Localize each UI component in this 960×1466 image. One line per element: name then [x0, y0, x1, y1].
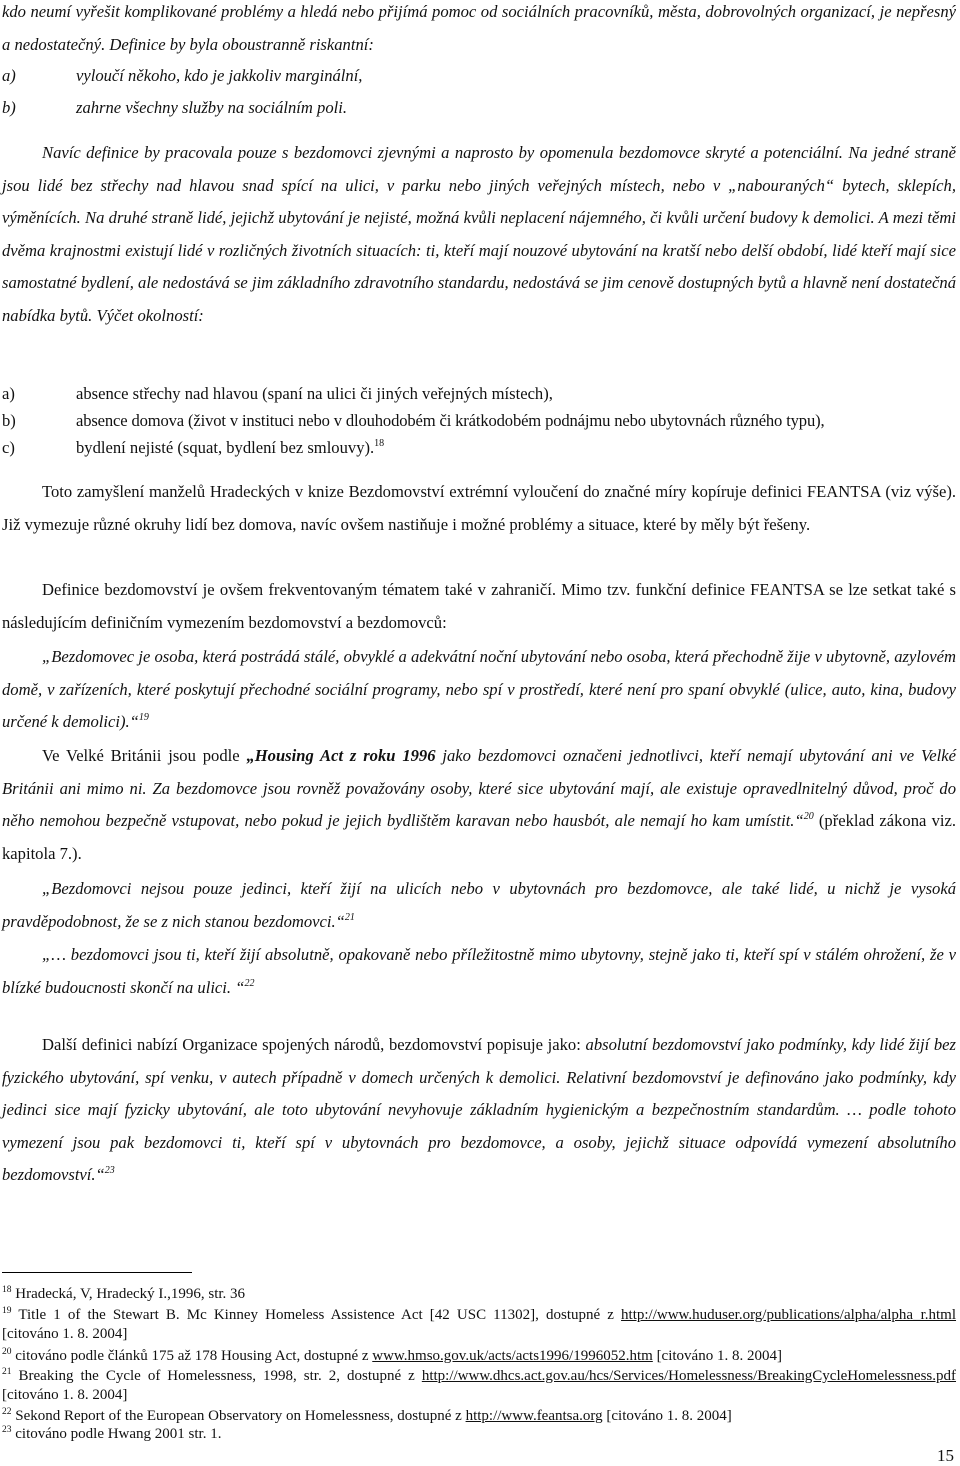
quote-text: „Bezdomovec je osoba, která postrádá stálé, obvyklé a adekvátní noční ubytování nebo osoba, která přechodně žije v ubytovně, azylovém domě, v zařízeních, které poskytují přechodné sociální programy, nebo spí v prostředí, které není pro spaní obvyklé (ulice, auto, kina, budovy určené k demolici).“	[2, 647, 956, 731]
footnote-number: 21	[2, 1367, 12, 1377]
list-label: c)	[2, 438, 15, 457]
footnote-23	[2, 1425, 956, 1444]
quote-definition-2	[2, 873, 956, 938]
list-label: a)	[2, 66, 16, 85]
footnote-citation-date: [citováno 1. 8. 2004]	[602, 1408, 732, 1424]
paragraph-uk	[2, 740, 956, 870]
footnote-ref: 21	[344, 911, 355, 923]
footnote-number: 20	[2, 1347, 12, 1357]
footnote-text: Title 1 of the Stewart B. Mc Kinney Homeless Assistence Act [42 USC 11302], dostupné z	[18, 1307, 622, 1323]
footnote-link[interactable]: http://www.dhcs.act.gov.au/hcs/Services/Homelessness/BreakingCycleHomelessness.pdf	[421, 1368, 957, 1384]
paragraph-un	[2, 1029, 956, 1192]
list-text: bydlení nejisté (squat, bydlení bez smlouvy).	[76, 438, 375, 457]
uk-intro-text: Ve Velké Británii jsou podle	[42, 746, 247, 765]
footnote-22	[2, 1407, 956, 1426]
footnote-number: 23	[2, 1425, 12, 1435]
footnote-ref: 18	[374, 438, 385, 449]
footnote-ref: 20	[803, 811, 814, 822]
footnote-text: Sekond Report of the European Observatory on Homelessness, dostupné z	[15, 1408, 466, 1424]
quote-definition-1	[2, 641, 956, 739]
list1-item-a	[2, 60, 956, 93]
footnote-link[interactable]: http://www.feantsa.org	[465, 1408, 603, 1424]
list-label: b)	[2, 411, 16, 430]
footnote-21	[2, 1367, 956, 1405]
footnote-ref: 19	[138, 712, 149, 723]
footnote-ref: 23	[104, 1165, 115, 1176]
paragraph-hradecky: Toto zamyšlení manželů Hradeckých v knize Bezdomovství extrémní vyloučení do značné míry kopíruje definici FEANTSA (viz výše). Již vymezuje různé okruhy lidí bez domova, navíc ovšem nastiňuje i možné problémy a situace, které by měly být řešeny.	[2, 482, 956, 534]
un-definition-text: absolutní bezdomovství jako podmínky, kdy lidé žijí bez fyzického ubytování, spí venku, v autech případně v domech určených k demolici. Relativní bezdomovství je definováno jako podmínky, kdy jedinci sice mají fyzicky ubytování, ale toto ubytování nevyhovuje základním hygienickým a bezpečnostním standardům. … podle tohoto vymezení jsou pak bezdomovci ti, kteří spí v ubytovnách pro bezdomovce, a osoby, jejichž situace odpovídá vymezení absolutního bezdomovství.“	[2, 1035, 956, 1184]
footnote-separator	[2, 1272, 192, 1273]
list-label: a)	[2, 384, 15, 403]
translation-note: (překlad zákona viz. kapitola 7.).	[2, 811, 956, 863]
footnote-text: citováno podle Hwang 2001 str. 1.	[15, 1426, 222, 1442]
page-number: 15	[937, 1446, 954, 1465]
footnote-18	[2, 1285, 956, 1304]
footnote-citation-date: [citováno 1. 8. 2004]	[2, 1326, 128, 1342]
list-text: vyloučí někoho, kdo je jakkoliv marginální,	[76, 66, 363, 85]
uk-definition-text: jako bezdomovci označeni jednotlivci, kteří nemají ubytování ani ve Velké Británii ani mimo ni. Za bezdomovce jsou rovněž považovány osoby, které sice ubytování mají, ale existuje opravedlnitelný důvod, proč do něho nemohou bezpečně vstupovat, nebo pokud je jejich bydlištěm karavan nebo hausbót, ale nemají ho kam umístit.“	[2, 746, 956, 830]
paragraph-abroad: Definice bezdomovství je ovšem frekventovaným tématem také v zahraničí. Mimo tzv. funkční definice FEANTSA se lze setkat také s následujícím definičním vymezením bezdomovství a bezdomovců:	[2, 580, 956, 632]
footnote-text: Hradecká, V, Hradecký I.,1996, str. 36	[15, 1286, 246, 1302]
list-text: zahrne všechny služby na sociálním poli.	[76, 98, 347, 117]
list-text: absence domova (život v instituci nebo v dlouhodobém či krátkodobém podnájmu nebo ubytovnách různého typu),	[76, 411, 825, 430]
quote-text: „Bezdomovci nejsou pouze jedinci, kteří žijí na ulicích nebo v ubytovnách pro bezdomovce, ale také lidé, u nichž je vysoká pravděpodobnost, že se z nich stanou bezdomovci.“	[2, 879, 956, 931]
list2-item-c	[2, 432, 956, 465]
footnote-citation-date: [citováno 1. 8. 2004]	[2, 1387, 128, 1403]
footnote-citation-date: [citováno 1. 8. 2004]	[652, 1348, 782, 1364]
list-text: absence střechy nad hlavou (spaní na ulici či jiných veřejných místech),	[76, 384, 553, 403]
paragraph-hidden-homeless: Navíc definice by pracovala pouze s bezdomovci zjevnými a naprosto by opomenula bezdomovce skryté a potenciální. Na jedné straně jsou lidé bez střechy nad hlavou snad spící na ulici, v parku nebo jiných veřejných místech, nebo v „nabouraných“ bytech, sklepích, výměnících. Na druhé straně lidé, jejichž ubytování je nejisté, možná kvůli neplacení nájemného, či kvůli určení budovy k demolici. A mezi těmi dvěma krajnostmi existují lidé v rozličných životních situacích: ti, kteří mají nouzové ubytování na kratší nebo delší období, lidé kteří mají sice samostatné bydlení, ale nedostává se jim základního zdravotního standardu, nedostává se jim cenově dostupných bytů a hlavně není dostatečná nabídka bytů. Výčet okolností:	[2, 143, 956, 325]
list1-item-b	[2, 92, 956, 125]
footnote-text: citováno podle článků 175 až 178 Housing Act, dostupné z	[15, 1348, 373, 1364]
footnote-link[interactable]: www.hmso.gov.uk/acts/acts1996/1996052.htm	[372, 1348, 653, 1364]
quote-definition-3	[2, 939, 956, 1004]
footnote-number: 22	[2, 1407, 12, 1417]
footnote-20	[2, 1347, 956, 1366]
un-intro-text: Další definici nabízí Organizace spojených národů, bezdomovství popisuje jako:	[42, 1035, 586, 1054]
quote-text: „… bezdomovci jsou ti, kteří žijí absolutně, opakovaně nebo příležitostně mimo ubytovny, stejně jako ti, kteří spí v stálém ohrožení, že v blízké budoucnosti skončí na ulici. “	[2, 945, 956, 997]
intro-paragraph: kdo neumí vyřešit komplikované problémy a hledá nebo přijímá pomoc od sociálních pracovníků, města, dobrovolných organizací, je nepřesný a nedostatečný. Definice by byla oboustranně riskantní:	[2, 2, 956, 54]
footnote-number: 19	[2, 1306, 12, 1316]
footnote-19	[2, 1306, 956, 1344]
list-label: b)	[2, 98, 16, 117]
footnote-link[interactable]: http://www.huduser.org/publications/alpha/alpha_r.html	[621, 1307, 957, 1323]
housing-act-title: „Housing Act z roku 1996	[246, 746, 436, 765]
footnote-text: Breaking the Cycle of Homelessness, 1998, str. 2, dostupné z	[18, 1368, 422, 1384]
footnote-ref: 22	[244, 977, 255, 989]
footnote-number: 18	[2, 1285, 12, 1295]
